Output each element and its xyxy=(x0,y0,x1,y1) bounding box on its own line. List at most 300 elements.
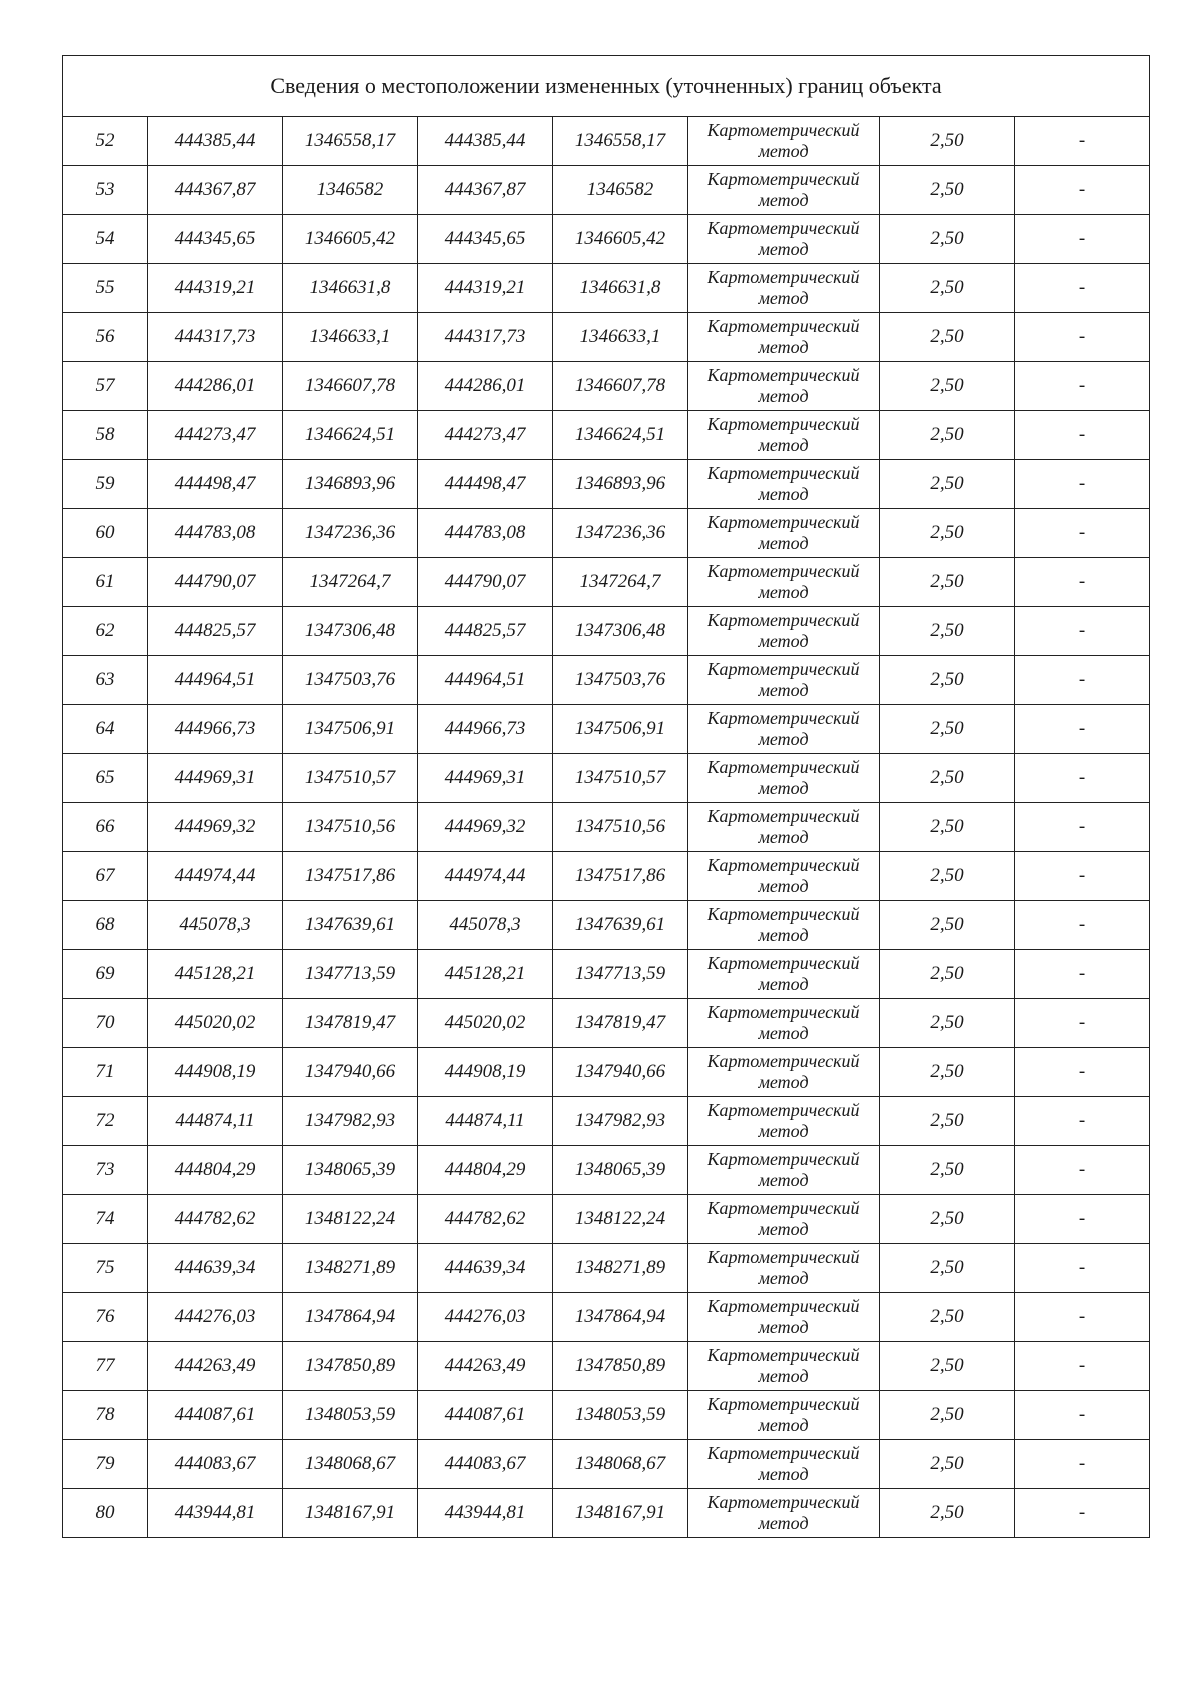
method-cell xyxy=(688,803,880,852)
x-existing-cell: 444874,11 xyxy=(148,1097,283,1146)
accuracy-cell: 2,50 xyxy=(880,215,1015,264)
method-cell xyxy=(688,509,880,558)
method-cell xyxy=(688,460,880,509)
accuracy-cell: 2,50 xyxy=(880,1195,1015,1244)
method-line-1: Картометрический xyxy=(707,561,860,581)
accuracy-cell: 2,50 xyxy=(880,754,1015,803)
description-cell: - xyxy=(1015,117,1150,166)
y-existing-cell: 1346631,8 xyxy=(283,264,418,313)
method-cell xyxy=(688,1489,880,1538)
point-number-cell: 56 xyxy=(63,313,148,362)
point-number-cell: 67 xyxy=(63,852,148,901)
table-row xyxy=(63,1391,1150,1440)
table-row xyxy=(63,117,1150,166)
accuracy-cell: 2,50 xyxy=(880,803,1015,852)
method-line-1: Картометрический xyxy=(707,120,860,140)
y-new-cell: 1347639,61 xyxy=(553,901,688,950)
point-number-cell: 68 xyxy=(63,901,148,950)
accuracy-cell: 2,50 xyxy=(880,362,1015,411)
table-row xyxy=(63,166,1150,215)
description-cell: - xyxy=(1015,1293,1150,1342)
description-cell: - xyxy=(1015,754,1150,803)
x-existing-cell: 444385,44 xyxy=(148,117,283,166)
y-new-cell: 1346624,51 xyxy=(553,411,688,460)
y-existing-cell: 1347517,86 xyxy=(283,852,418,901)
x-existing-cell: 443944,81 xyxy=(148,1489,283,1538)
method-line-1: Картометрический xyxy=(707,169,860,189)
description-cell: - xyxy=(1015,1097,1150,1146)
method-line-2: метод xyxy=(758,533,809,553)
point-number-cell: 73 xyxy=(63,1146,148,1195)
x-existing-cell: 445020,02 xyxy=(148,999,283,1048)
y-existing-cell: 1346582 xyxy=(283,166,418,215)
method-line-2: метод xyxy=(758,974,809,994)
x-existing-cell: 444276,03 xyxy=(148,1293,283,1342)
table-row xyxy=(63,1244,1150,1293)
table-row xyxy=(63,1342,1150,1391)
accuracy-cell: 2,50 xyxy=(880,117,1015,166)
x-new-cell: 444974,44 xyxy=(418,852,553,901)
point-number-cell: 76 xyxy=(63,1293,148,1342)
method-cell xyxy=(688,950,880,999)
description-cell: - xyxy=(1015,460,1150,509)
x-new-cell: 444639,34 xyxy=(418,1244,553,1293)
method-line-2: метод xyxy=(758,386,809,406)
x-new-cell: 444385,44 xyxy=(418,117,553,166)
x-existing-cell: 444969,32 xyxy=(148,803,283,852)
y-new-cell: 1347982,93 xyxy=(553,1097,688,1146)
description-cell: - xyxy=(1015,411,1150,460)
method-line-1: Картометрический xyxy=(707,1394,860,1414)
y-existing-cell: 1347850,89 xyxy=(283,1342,418,1391)
method-line-1: Картометрический xyxy=(707,659,860,679)
y-new-cell: 1346558,17 xyxy=(553,117,688,166)
y-existing-cell: 1347982,93 xyxy=(283,1097,418,1146)
method-line-2: метод xyxy=(758,288,809,308)
point-number-cell: 77 xyxy=(63,1342,148,1391)
y-existing-cell: 1348167,91 xyxy=(283,1489,418,1538)
y-new-cell: 1347850,89 xyxy=(553,1342,688,1391)
description-cell: - xyxy=(1015,1342,1150,1391)
x-new-cell: 444874,11 xyxy=(418,1097,553,1146)
point-number-cell: 59 xyxy=(63,460,148,509)
x-existing-cell: 444273,47 xyxy=(148,411,283,460)
table-row xyxy=(63,411,1150,460)
y-existing-cell: 1347713,59 xyxy=(283,950,418,999)
method-cell xyxy=(688,999,880,1048)
y-existing-cell: 1347510,56 xyxy=(283,803,418,852)
description-cell: - xyxy=(1015,264,1150,313)
y-new-cell: 1346893,96 xyxy=(553,460,688,509)
method-line-2: метод xyxy=(758,435,809,455)
method-cell xyxy=(688,1391,880,1440)
x-new-cell: 444286,01 xyxy=(418,362,553,411)
description-cell: - xyxy=(1015,558,1150,607)
x-existing-cell: 444908,19 xyxy=(148,1048,283,1097)
x-existing-cell: 444286,01 xyxy=(148,362,283,411)
table-row xyxy=(63,705,1150,754)
accuracy-cell: 2,50 xyxy=(880,264,1015,313)
method-line-1: Картометрический xyxy=(707,365,860,385)
y-existing-cell: 1348053,59 xyxy=(283,1391,418,1440)
y-new-cell: 1347940,66 xyxy=(553,1048,688,1097)
accuracy-cell: 2,50 xyxy=(880,460,1015,509)
method-line-2: метод xyxy=(758,1170,809,1190)
y-existing-cell: 1347864,94 xyxy=(283,1293,418,1342)
accuracy-cell: 2,50 xyxy=(880,607,1015,656)
y-existing-cell: 1347306,48 xyxy=(283,607,418,656)
y-new-cell: 1348167,91 xyxy=(553,1489,688,1538)
method-line-2: метод xyxy=(758,631,809,651)
method-line-1: Картометрический xyxy=(707,1198,860,1218)
method-line-2: метод xyxy=(758,337,809,357)
point-number-cell: 69 xyxy=(63,950,148,999)
y-existing-cell: 1346633,1 xyxy=(283,313,418,362)
method-line-1: Картометрический xyxy=(707,218,860,238)
y-new-cell: 1347510,57 xyxy=(553,754,688,803)
y-existing-cell: 1347639,61 xyxy=(283,901,418,950)
y-existing-cell: 1348122,24 xyxy=(283,1195,418,1244)
document-page xyxy=(62,55,1149,1538)
x-new-cell: 444345,65 xyxy=(418,215,553,264)
method-cell xyxy=(688,852,880,901)
boundary-coordinates-table xyxy=(62,55,1150,1538)
point-number-cell: 74 xyxy=(63,1195,148,1244)
x-new-cell: 444790,07 xyxy=(418,558,553,607)
method-cell xyxy=(688,264,880,313)
x-new-cell: 445078,3 xyxy=(418,901,553,950)
y-new-cell: 1348271,89 xyxy=(553,1244,688,1293)
method-line-1: Картометрический xyxy=(707,855,860,875)
method-cell xyxy=(688,1048,880,1097)
method-line-2: метод xyxy=(758,876,809,896)
y-new-cell: 1347864,94 xyxy=(553,1293,688,1342)
method-cell xyxy=(688,117,880,166)
y-new-cell: 1346631,8 xyxy=(553,264,688,313)
y-existing-cell: 1348065,39 xyxy=(283,1146,418,1195)
description-cell: - xyxy=(1015,1195,1150,1244)
table-row xyxy=(63,852,1150,901)
method-line-1: Картометрический xyxy=(707,414,860,434)
table-row xyxy=(63,1146,1150,1195)
point-number-cell: 65 xyxy=(63,754,148,803)
accuracy-cell: 2,50 xyxy=(880,1489,1015,1538)
y-new-cell: 1348065,39 xyxy=(553,1146,688,1195)
y-existing-cell: 1346558,17 xyxy=(283,117,418,166)
method-line-1: Картометрический xyxy=(707,806,860,826)
table-row xyxy=(63,558,1150,607)
method-line-2: метод xyxy=(758,1317,809,1337)
table-row xyxy=(63,803,1150,852)
x-existing-cell: 444790,07 xyxy=(148,558,283,607)
x-existing-cell: 444319,21 xyxy=(148,264,283,313)
y-existing-cell: 1347819,47 xyxy=(283,999,418,1048)
x-existing-cell: 444345,65 xyxy=(148,215,283,264)
x-new-cell: 444498,47 xyxy=(418,460,553,509)
point-number-cell: 63 xyxy=(63,656,148,705)
point-number-cell: 79 xyxy=(63,1440,148,1489)
accuracy-cell: 2,50 xyxy=(880,852,1015,901)
x-new-cell: 444964,51 xyxy=(418,656,553,705)
x-new-cell: 444908,19 xyxy=(418,1048,553,1097)
description-cell: - xyxy=(1015,999,1150,1048)
description-cell: - xyxy=(1015,509,1150,558)
description-cell: - xyxy=(1015,950,1150,999)
method-line-1: Картометрический xyxy=(707,904,860,924)
table-row xyxy=(63,607,1150,656)
x-existing-cell: 444263,49 xyxy=(148,1342,283,1391)
point-number-cell: 58 xyxy=(63,411,148,460)
description-cell: - xyxy=(1015,1440,1150,1489)
x-new-cell: 444783,08 xyxy=(418,509,553,558)
y-new-cell: 1346633,1 xyxy=(553,313,688,362)
method-line-2: метод xyxy=(758,1121,809,1141)
method-line-2: метод xyxy=(758,1268,809,1288)
table-row xyxy=(63,264,1150,313)
table-row xyxy=(63,901,1150,950)
method-line-2: метод xyxy=(758,1513,809,1533)
point-number-cell: 64 xyxy=(63,705,148,754)
accuracy-cell: 2,50 xyxy=(880,705,1015,754)
y-new-cell: 1347264,7 xyxy=(553,558,688,607)
method-cell xyxy=(688,1195,880,1244)
method-line-2: метод xyxy=(758,141,809,161)
table-row xyxy=(63,656,1150,705)
point-number-cell: 66 xyxy=(63,803,148,852)
method-cell xyxy=(688,313,880,362)
y-new-cell: 1348053,59 xyxy=(553,1391,688,1440)
method-cell xyxy=(688,656,880,705)
description-cell: - xyxy=(1015,1244,1150,1293)
x-existing-cell: 444782,62 xyxy=(148,1195,283,1244)
point-number-cell: 53 xyxy=(63,166,148,215)
x-existing-cell: 444969,31 xyxy=(148,754,283,803)
table-row xyxy=(63,1440,1150,1489)
y-existing-cell: 1347503,76 xyxy=(283,656,418,705)
point-number-cell: 57 xyxy=(63,362,148,411)
accuracy-cell: 2,50 xyxy=(880,999,1015,1048)
point-number-cell: 78 xyxy=(63,1391,148,1440)
method-line-2: метод xyxy=(758,1023,809,1043)
point-number-cell: 61 xyxy=(63,558,148,607)
point-number-cell: 70 xyxy=(63,999,148,1048)
description-cell: - xyxy=(1015,362,1150,411)
table-row xyxy=(63,1489,1150,1538)
method-cell xyxy=(688,607,880,656)
accuracy-cell: 2,50 xyxy=(880,901,1015,950)
x-existing-cell: 445078,3 xyxy=(148,901,283,950)
point-number-cell: 80 xyxy=(63,1489,148,1538)
method-line-1: Картометрический xyxy=(707,1296,860,1316)
method-line-1: Картометрический xyxy=(707,1247,860,1267)
x-existing-cell: 444317,73 xyxy=(148,313,283,362)
table-row xyxy=(63,313,1150,362)
description-cell: - xyxy=(1015,803,1150,852)
point-number-cell: 75 xyxy=(63,1244,148,1293)
method-line-1: Картометрический xyxy=(707,512,860,532)
y-new-cell: 1346582 xyxy=(553,166,688,215)
method-line-2: метод xyxy=(758,827,809,847)
x-new-cell: 444969,32 xyxy=(418,803,553,852)
point-number-cell: 62 xyxy=(63,607,148,656)
x-new-cell: 444367,87 xyxy=(418,166,553,215)
method-cell xyxy=(688,558,880,607)
y-existing-cell: 1346624,51 xyxy=(283,411,418,460)
x-new-cell: 445128,21 xyxy=(418,950,553,999)
method-line-1: Картометрический xyxy=(707,1149,860,1169)
y-new-cell: 1347713,59 xyxy=(553,950,688,999)
y-existing-cell: 1346605,42 xyxy=(283,215,418,264)
point-number-cell: 71 xyxy=(63,1048,148,1097)
method-cell xyxy=(688,1440,880,1489)
y-new-cell: 1347517,86 xyxy=(553,852,688,901)
x-new-cell: 444273,47 xyxy=(418,411,553,460)
description-cell: - xyxy=(1015,656,1150,705)
accuracy-cell: 2,50 xyxy=(880,1048,1015,1097)
description-cell: - xyxy=(1015,852,1150,901)
table-row xyxy=(63,215,1150,264)
x-new-cell: 444782,62 xyxy=(418,1195,553,1244)
method-line-1: Картометрический xyxy=(707,610,860,630)
method-line-2: метод xyxy=(758,778,809,798)
accuracy-cell: 2,50 xyxy=(880,1391,1015,1440)
x-new-cell: 444804,29 xyxy=(418,1146,553,1195)
x-existing-cell: 445128,21 xyxy=(148,950,283,999)
method-cell xyxy=(688,754,880,803)
y-existing-cell: 1347506,91 xyxy=(283,705,418,754)
method-cell xyxy=(688,705,880,754)
table-row xyxy=(63,1293,1150,1342)
table-row xyxy=(63,1048,1150,1097)
y-new-cell: 1346607,78 xyxy=(553,362,688,411)
y-new-cell: 1347819,47 xyxy=(553,999,688,1048)
method-line-1: Картометрический xyxy=(707,757,860,777)
method-line-2: метод xyxy=(758,484,809,504)
y-existing-cell: 1347236,36 xyxy=(283,509,418,558)
x-existing-cell: 444966,73 xyxy=(148,705,283,754)
method-line-2: метод xyxy=(758,1464,809,1484)
x-new-cell: 444966,73 xyxy=(418,705,553,754)
method-cell xyxy=(688,1097,880,1146)
x-new-cell: 444969,31 xyxy=(418,754,553,803)
x-new-cell: 444319,21 xyxy=(418,264,553,313)
method-cell xyxy=(688,411,880,460)
method-line-2: метод xyxy=(758,729,809,749)
method-line-2: метод xyxy=(758,582,809,602)
method-cell xyxy=(688,1146,880,1195)
table-row xyxy=(63,1097,1150,1146)
method-line-2: метод xyxy=(758,190,809,210)
x-new-cell: 444825,57 xyxy=(418,607,553,656)
accuracy-cell: 2,50 xyxy=(880,1097,1015,1146)
y-new-cell: 1347236,36 xyxy=(553,509,688,558)
x-existing-cell: 444498,47 xyxy=(148,460,283,509)
x-existing-cell: 444367,87 xyxy=(148,166,283,215)
accuracy-cell: 2,50 xyxy=(880,1440,1015,1489)
y-new-cell: 1347510,56 xyxy=(553,803,688,852)
x-new-cell: 444276,03 xyxy=(418,1293,553,1342)
accuracy-cell: 2,50 xyxy=(880,950,1015,999)
y-new-cell: 1347506,91 xyxy=(553,705,688,754)
accuracy-cell: 2,50 xyxy=(880,166,1015,215)
method-line-1: Картометрический xyxy=(707,463,860,483)
accuracy-cell: 2,50 xyxy=(880,411,1015,460)
y-new-cell: 1347306,48 xyxy=(553,607,688,656)
accuracy-cell: 2,50 xyxy=(880,656,1015,705)
method-line-2: метод xyxy=(758,680,809,700)
x-existing-cell: 444825,57 xyxy=(148,607,283,656)
description-cell: - xyxy=(1015,705,1150,754)
x-new-cell: 443944,81 xyxy=(418,1489,553,1538)
y-new-cell: 1347503,76 xyxy=(553,656,688,705)
method-cell xyxy=(688,1342,880,1391)
method-cell xyxy=(688,362,880,411)
accuracy-cell: 2,50 xyxy=(880,509,1015,558)
method-line-1: Картометрический xyxy=(707,953,860,973)
method-cell xyxy=(688,215,880,264)
x-existing-cell: 444804,29 xyxy=(148,1146,283,1195)
method-line-2: метод xyxy=(758,925,809,945)
point-number-cell: 54 xyxy=(63,215,148,264)
y-existing-cell: 1347264,7 xyxy=(283,558,418,607)
description-cell: - xyxy=(1015,166,1150,215)
point-number-cell: 60 xyxy=(63,509,148,558)
description-cell: - xyxy=(1015,1391,1150,1440)
x-new-cell: 444087,61 xyxy=(418,1391,553,1440)
method-line-1: Картометрический xyxy=(707,1345,860,1365)
description-cell: - xyxy=(1015,1048,1150,1097)
method-line-1: Картометрический xyxy=(707,1100,860,1120)
y-new-cell: 1348122,24 xyxy=(553,1195,688,1244)
method-line-2: метод xyxy=(758,1072,809,1092)
method-line-2: метод xyxy=(758,1415,809,1435)
method-cell xyxy=(688,1293,880,1342)
accuracy-cell: 2,50 xyxy=(880,1146,1015,1195)
y-existing-cell: 1346893,96 xyxy=(283,460,418,509)
table-row xyxy=(63,460,1150,509)
description-cell: - xyxy=(1015,607,1150,656)
table-title-row xyxy=(63,56,1150,117)
table-title: Сведения о местоположении измененных (уточненных) границ объекта xyxy=(63,56,1150,117)
method-line-1: Картометрический xyxy=(707,1051,860,1071)
description-cell: - xyxy=(1015,1489,1150,1538)
table-row xyxy=(63,950,1150,999)
description-cell: - xyxy=(1015,901,1150,950)
x-existing-cell: 444974,44 xyxy=(148,852,283,901)
description-cell: - xyxy=(1015,1146,1150,1195)
y-existing-cell: 1346607,78 xyxy=(283,362,418,411)
table-row xyxy=(63,509,1150,558)
x-new-cell: 445020,02 xyxy=(418,999,553,1048)
accuracy-cell: 2,50 xyxy=(880,1293,1015,1342)
accuracy-cell: 2,50 xyxy=(880,558,1015,607)
method-line-1: Картометрический xyxy=(707,708,860,728)
accuracy-cell: 2,50 xyxy=(880,313,1015,362)
y-new-cell: 1348068,67 xyxy=(553,1440,688,1489)
method-line-2: метод xyxy=(758,239,809,259)
method-cell xyxy=(688,166,880,215)
y-existing-cell: 1347510,57 xyxy=(283,754,418,803)
method-cell xyxy=(688,901,880,950)
x-existing-cell: 444639,34 xyxy=(148,1244,283,1293)
accuracy-cell: 2,50 xyxy=(880,1342,1015,1391)
method-line-1: Картометрический xyxy=(707,267,860,287)
table-row xyxy=(63,1195,1150,1244)
method-line-2: метод xyxy=(758,1366,809,1386)
x-new-cell: 444263,49 xyxy=(418,1342,553,1391)
x-existing-cell: 444087,61 xyxy=(148,1391,283,1440)
y-new-cell: 1346605,42 xyxy=(553,215,688,264)
